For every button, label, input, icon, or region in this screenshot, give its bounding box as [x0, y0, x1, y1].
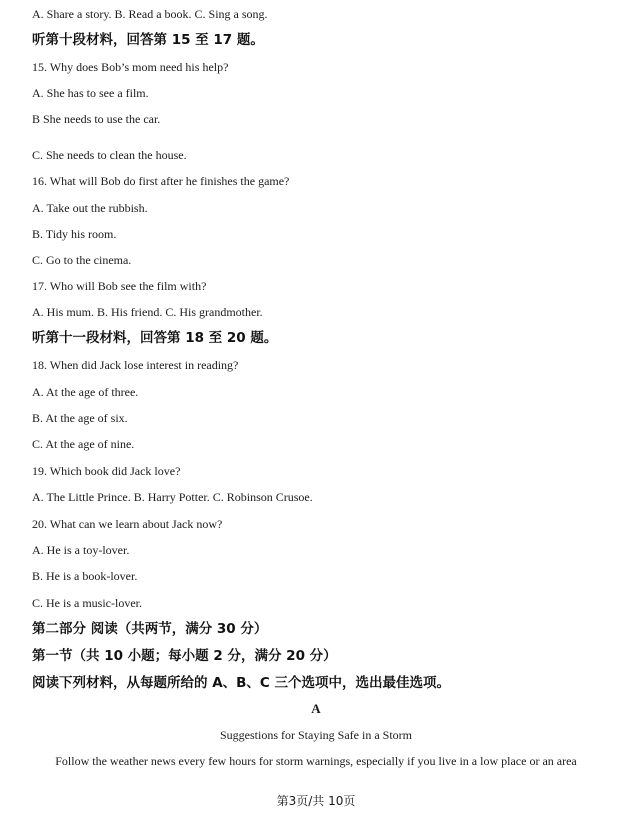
question-19: 19. Which book did Jack love? — [32, 464, 181, 478]
part-two-heading: 第二部分 阅读（共两节，满分 30 分） — [32, 621, 268, 637]
article-title: Suggestions for Staying Safe in a Storm — [220, 728, 412, 742]
q15-option-b: B She needs to use the car. — [32, 112, 161, 126]
q18-option-b: B. At the age of six. — [32, 411, 128, 425]
article-first-line: Follow the weather news every few hours for storm warnings, especially if you live in a low place or an area — [55, 754, 577, 768]
question-20: 20. What can we learn about Jack now? — [32, 517, 223, 531]
question-16: 16. What will Bob do first after he finishes the game? — [32, 174, 290, 188]
section-heading-11: 听第十一段材料，回答第 18 至 20 题。 — [32, 330, 278, 346]
section-one-heading: 第一节（共 10 小题；每小题 2 分，满分 20 分） — [32, 648, 337, 664]
q16-option-a: A. Take out the rubbish. — [32, 201, 148, 215]
reading-instructions: 阅读下列材料，从每题所给的 A、B、C 三个选项中，选出最佳选项。 — [32, 675, 451, 691]
q17-options: A. His mum. B. His friend. C. His grandmother. — [32, 305, 263, 319]
question-15: 15. Why does Bob’s mom need his help? — [32, 60, 229, 74]
q18-option-c: C. At the age of nine. — [32, 437, 135, 451]
q20-option-b: B. He is a book-lover. — [32, 569, 138, 583]
q16-option-b: B. Tidy his room. — [32, 227, 117, 241]
q19-options: A. The Little Prince. B. Harry Potter. C. Robinson Crusoe. — [32, 490, 313, 504]
q15-option-c: C. She needs to clean the house. — [32, 148, 187, 162]
question-18: 18. When did Jack lose interest in reading? — [32, 358, 239, 372]
section-heading-10: 听第十段材料，回答第 15 至 17 题。 — [32, 32, 264, 48]
question-17: 17. Who will Bob see the film with? — [32, 279, 207, 293]
q20-option-a: A. He is a toy-lover. — [32, 543, 130, 557]
q20-option-c: C. He is a music-lover. — [32, 596, 142, 610]
q16-option-c: C. Go to the cinema. — [32, 253, 132, 267]
page-footer: 第3页/共 10页 — [276, 794, 356, 808]
q15-option-a: A. She has to see a film. — [32, 86, 149, 100]
q14-options: A. Share a story. B. Read a book. C. Sing a song. — [32, 7, 268, 21]
passage-label-a: A — [311, 701, 321, 716]
q18-option-a: A. At the age of three. — [32, 385, 139, 399]
